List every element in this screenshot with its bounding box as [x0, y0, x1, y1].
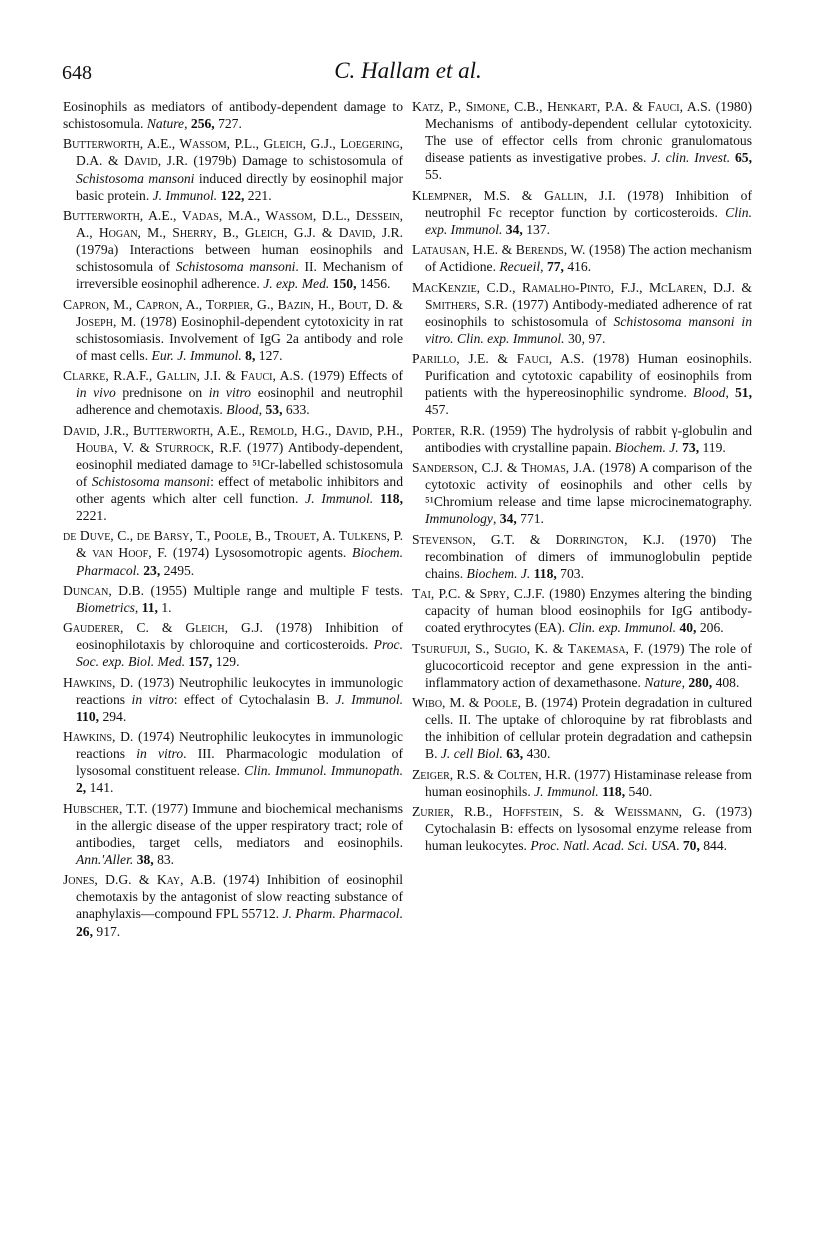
- reference-italic: J. cell Biol.: [440, 746, 503, 762]
- reference-entry: [412, 803, 752, 854]
- reference-text: ,: [134, 599, 142, 615]
- reference-volume: 8,: [245, 347, 256, 363]
- reference-volume: 11,: [141, 599, 158, 615]
- reference-text: 727.: [214, 116, 242, 132]
- reference-text: 137.: [522, 221, 550, 237]
- reference-text: (1973) Neutrophilic leukocytes in immunologic reactions: [76, 674, 404, 707]
- reference-text: 416.: [563, 259, 592, 275]
- reference-entry: [412, 422, 752, 456]
- reference-volume: 70,: [682, 838, 700, 854]
- reference-entry: [412, 694, 752, 762]
- reference-authors: Hawkins, D.: [63, 729, 134, 745]
- reference-italic: J. Immunol.: [534, 783, 599, 799]
- reference-text: : effect of metabolic inhibitors and other agents which alter cell function.: [76, 473, 403, 506]
- reference-italic: J. exp. Med.: [263, 276, 330, 292]
- reference-text: (1974) Protein degradation in cultured cells. II. The uptake of chloroquine by rat fibroblasts and the inhibition of cellular protein degradation and cathepsin B.: [425, 694, 752, 762]
- reference-authors: Tai, P.C. & Spry, C.J.F.: [412, 586, 545, 602]
- reference-text: 141.: [86, 780, 114, 796]
- reference-italic: Schistosoma mansoni: [76, 170, 195, 186]
- reference-authors: David, J.R., Butterworth, A.E., Remold, H.G., David, P.H., Houba, V. & Sturrock, R.F.: [63, 422, 403, 455]
- reference-text: 917.: [93, 923, 121, 939]
- reference-entry: [63, 619, 403, 670]
- reference-text: 129.: [212, 654, 240, 670]
- reference-entry: [63, 135, 403, 203]
- reference-volume: 280,: [688, 674, 713, 690]
- reference-italic: Clin. exp. Immunol.: [568, 620, 677, 636]
- reference-text: [373, 491, 380, 506]
- reference-text: 55.: [425, 167, 442, 183]
- reference-entry: [63, 800, 403, 868]
- reference-entry: [63, 674, 403, 725]
- reference-entry: [63, 98, 403, 132]
- reference-text: 127.: [255, 347, 283, 363]
- reference-italic: Clin. exp. Immunol.: [425, 204, 752, 237]
- reference-authors: Hawkins, D.: [63, 674, 134, 690]
- reference-italic: Nature: [146, 116, 185, 132]
- reference-authors: Katz, P., Simone, C.B., Henkart, P.A. & Fauci, A.S.: [412, 99, 712, 114]
- reference-authors: Clarke, R.A.F., Gallin, J.I. & Fauci, A.S.: [63, 368, 304, 384]
- reference-entry: [412, 187, 752, 238]
- reference-text: (1978) Eosinophil-dependent cytotoxicity in rat schistosomiasis. Involvement of IgG 2a antibody and role of mast cells.: [76, 313, 403, 363]
- reference-volume: 40,: [679, 620, 697, 636]
- reference-text: ,: [258, 402, 266, 418]
- reference-volume: 118,: [379, 491, 403, 506]
- reference-authors: Wibo, M. & Poole, B.: [412, 694, 538, 710]
- reference-volume: 38,: [136, 852, 154, 867]
- reference-italic: Proc. Natl. Acad. Sci. USA: [530, 838, 677, 854]
- reference-authors: Tsurufuji, S., Sugio, K. & Takemasa, F.: [412, 640, 644, 656]
- reference-text: ,: [492, 511, 500, 527]
- reference-italic: Nature: [644, 674, 682, 690]
- reference-text: prednisone on: [115, 385, 209, 401]
- reference-text: 1.: [157, 599, 172, 615]
- reference-text: 119.: [699, 439, 726, 455]
- reference-authors: Latausan, H.E. & Berends, W.: [412, 242, 586, 258]
- reference-text: .: [676, 838, 683, 854]
- reference-authors: Zurier, R.B., Hoffstein, S. & Weissmann, G.: [412, 803, 706, 819]
- reference-entry: [63, 871, 403, 939]
- reference-italic: Eur. J. Immunol.: [151, 347, 242, 363]
- reference-text: Eosinophils as mediators of antibody-dependent damage to schistosomula.: [63, 99, 403, 132]
- reference-authors: Butterworth, A.E., Wassom, P.L., Gleich, G.J., Loegering, D.A. & David, J.R.: [63, 136, 403, 169]
- reference-volume: 118,: [602, 783, 626, 799]
- reference-text: 703.: [556, 565, 584, 581]
- reference-text: (1959) The hydrolysis of rabbit γ-globulin and antibodies with crystalline papain.: [425, 422, 752, 455]
- reference-volume: 26,: [76, 923, 93, 939]
- reference-volume: 51,: [735, 385, 752, 401]
- reference-volume: 34,: [505, 221, 523, 237]
- reference-text: (1955) Multiple range and multiple F tests.: [143, 582, 403, 598]
- reference-italic: Clin. Immunol. Immunopath.: [244, 763, 403, 779]
- reference-volume: 2,: [76, 780, 87, 796]
- reference-italic: J. Immunol.: [305, 491, 374, 506]
- reference-volume: 63,: [506, 746, 524, 762]
- reference-authors: de Duve, C., de Barsy, T., Poole, B., Trouet, A. Tulkens, P. & van Hoof, F.: [63, 528, 403, 561]
- reference-italic: Ann.'Aller.: [76, 852, 134, 867]
- reference-text: (1979) Effects of: [303, 368, 403, 384]
- reference-text: (1980) Enzymes altering the binding capacity of human blood eosinophils for IgG antibody-coated erythrocytes (EA).: [425, 586, 752, 636]
- reference-text: (1978) Human eosinophils. Purification and cytotoxic capability of eosinophils from patients with the hypereosinophilic syndrome.: [425, 351, 752, 401]
- reference-italic: in vitro: [136, 746, 184, 762]
- reference-volume: 110,: [76, 708, 100, 724]
- reference-entry: [412, 98, 752, 183]
- reference-entry: [63, 527, 403, 578]
- reference-text: ,: [725, 385, 735, 401]
- reference-italic: Biochem. J.: [466, 565, 531, 581]
- reference-volume: 118,: [533, 565, 557, 581]
- reference-text: 294.: [99, 708, 127, 724]
- reference-text: ,: [540, 259, 547, 275]
- reference-text: 408.: [712, 674, 740, 690]
- reference-authors: Zeiger, R.S. & Colten, H.R.: [412, 766, 571, 782]
- reference-text: (1978) Inhibition of neutrophil Fc receptor function by corticosteroids.: [425, 187, 752, 220]
- reference-entry: [63, 207, 403, 292]
- reference-text: eosinophil and neutrophil adherence and chemotaxis.: [76, 385, 403, 418]
- reference-text: 2221.: [76, 508, 107, 524]
- reference-text: (1977) Antibody-dependent, eosinophil mediated damage to ⁵¹Cr-labelled schistosomula of: [76, 439, 403, 489]
- reference-volume: 53,: [265, 402, 283, 418]
- references-left-column: [63, 98, 403, 943]
- reference-text: induced directly by eosinophil major basic protein.: [76, 170, 403, 203]
- reference-text: (1974) Neutrophilic leukocytes in immunologic reactions: [76, 729, 404, 762]
- reference-authors: MacKenzie, C.D., Ramalho-Pinto, F.J., McLaren, D.J. & Smithers, S.R.: [412, 279, 752, 312]
- reference-authors: Capron, M., Capron, A., Torpier, G., Bazin, H., Bout, D. & Joseph, M.: [63, 296, 403, 329]
- reference-text: . III. Pharmacologic modulation of lysosomal constituent release.: [76, 746, 403, 779]
- reference-volume: 34,: [499, 511, 517, 527]
- reference-text: 540.: [625, 783, 653, 799]
- reference-entry: [63, 728, 403, 796]
- reference-text: : effect of Cytochalasin B.: [173, 691, 336, 707]
- reference-volume: 256,: [190, 116, 215, 132]
- reference-entry: [63, 422, 403, 525]
- reference-italic: J. Pharm. Pharmacol.: [282, 906, 403, 922]
- reference-italic: Proc. Soc. exp. Biol. Med.: [76, 637, 403, 670]
- reference-italic: in vivo: [76, 385, 116, 401]
- reference-italic: in vitro: [208, 385, 252, 401]
- reference-text: 1456.: [356, 276, 391, 292]
- reference-italic: Schistosoma mansoni in vitro. Clin. exp. Immunol.: [425, 313, 752, 346]
- reference-entry: [63, 582, 403, 616]
- reference-entry: [412, 585, 752, 636]
- reference-authors: Sanderson, C.J. & Thomas, J.A.: [412, 460, 596, 475]
- reference-entry: [412, 459, 752, 527]
- reference-italic: Schistosoma mansoni: [91, 473, 211, 489]
- reference-italic: J. Immunol.: [152, 187, 218, 203]
- reference-authors: Butterworth, A.E., Vadas, M.A., Wassom, D.L., Dessein, A., Hogan, M., Sherry, B., Gleich, G.J. & David, J.R.: [63, 207, 403, 241]
- reference-italic: Biochem. J.: [614, 439, 679, 455]
- reference-text: (1977) Antibody-mediated adherence of rat eosinophils to schistosomula of: [425, 296, 752, 329]
- reference-italic: Immunology: [425, 511, 493, 527]
- reference-text: (1974) Lysosomotropic agents.: [167, 545, 353, 561]
- reference-text: (1977) Histaminase release from human eosinophils.: [425, 766, 753, 799]
- reference-authors: Stevenson, G.T. & Dorrington, K.J.: [412, 531, 665, 547]
- reference-entry: [412, 531, 752, 582]
- reference-text: (1979a) Interactions between human eosinophils and schistosomula of: [76, 242, 403, 275]
- page-number: 648: [62, 62, 92, 84]
- reference-volume: 77,: [546, 259, 564, 275]
- reference-text: (1980) Mechanisms of antibody-dependent cellular cytotoxicity. The use of effector cells from chronic granulomatous disease patients as investigative probes.: [425, 99, 752, 166]
- reference-authors: Porter, R.R.: [412, 422, 486, 438]
- reference-italic: Blood: [693, 385, 726, 401]
- running-head: C. Hallam et al.: [334, 58, 482, 83]
- reference-text: (1974) Inhibition of eosinophil chemotaxis by the antagonist of slow reacting substance of anaphylaxis—compound FPL 55712.: [76, 872, 403, 922]
- reference-text: 2495.: [160, 562, 195, 578]
- reference-text: (1958) The action mechanism of Actidione.: [425, 242, 752, 275]
- reference-italic: Schistosoma mansoni: [175, 259, 296, 275]
- reference-italic: Recueil: [499, 259, 541, 275]
- reference-authors: Jones, D.G. & Kay, A.B.: [63, 872, 216, 888]
- reference-text: 633.: [282, 402, 310, 418]
- page-header: [62, 58, 754, 94]
- reference-volume: 23,: [143, 562, 161, 578]
- reference-volume: 157,: [188, 654, 213, 670]
- reference-text: (1978) A comparison of the cytotoxic activity of eosinophils and other cells by ⁵¹Chromium release and time lapse microcinematography.: [425, 460, 752, 510]
- reference-entry: [412, 241, 752, 275]
- reference-text: 771.: [516, 511, 544, 527]
- reference-entry: [412, 766, 752, 800]
- reference-italic: J. Immunol.: [335, 691, 403, 707]
- reference-text: ,: [184, 116, 191, 132]
- reference-text: ,: [681, 674, 689, 690]
- reference-entry: [63, 296, 403, 364]
- reference-text: (1973) Cytochalasin B: effects on lysosomal enzyme release from human leukocytes.: [425, 803, 752, 854]
- reference-authors: Klempner, M.S. & Gallin, J.I.: [412, 187, 616, 203]
- reference-volume: 150,: [332, 276, 357, 292]
- reference-volume: 122,: [220, 187, 245, 203]
- reference-entry: [412, 640, 752, 691]
- reference-text: (1978) Inhibition of eosinophilotaxis by chloroquine and corticosteroids.: [76, 620, 403, 653]
- reference-text: 83.: [153, 852, 175, 867]
- reference-text: (1979) The role of glucocorticoid receptor and gene expression in the anti-inflammatory action of dexamethasone.: [425, 640, 752, 690]
- reference-authors: Parillo, J.E. & Fauci, A.S.: [412, 351, 585, 367]
- reference-entry: [412, 279, 752, 347]
- reference-text: 30, 97.: [564, 330, 606, 346]
- reference-italic: J. clin. Invest.: [651, 150, 731, 166]
- reference-text: (1977) Immune and biochemical mechanisms in the allergic disease of the upper respiratory tract; role of antibodies, target cells, mediators and eosinophils.: [76, 800, 403, 850]
- reference-volume: 65,: [735, 150, 752, 166]
- reference-text: (1979b) Damage to schistosomula of: [187, 153, 403, 169]
- reference-text: 844.: [699, 838, 728, 854]
- reference-authors: Gauderer, C. & Gleich, G.J.: [63, 620, 263, 636]
- reference-text: 457.: [425, 402, 449, 418]
- reference-text: 430.: [523, 746, 551, 762]
- references-right-column: [412, 98, 752, 857]
- reference-italic: in vitro: [131, 691, 174, 707]
- reference-text: 221.: [244, 187, 272, 203]
- reference-italic: Biochem. Pharmacol.: [76, 545, 403, 578]
- reference-text: (1970) The recombination of dimers of immunoglobulin peptide chains.: [425, 531, 752, 581]
- reference-text: . II. Mechanism of irreversible eosinophil adherence.: [76, 259, 403, 292]
- reference-entry: [63, 367, 403, 418]
- reference-text: 206.: [696, 620, 724, 636]
- reference-volume: 73,: [682, 439, 700, 455]
- reference-authors: Duncan, D.B.: [63, 582, 144, 598]
- reference-authors: Hubscher, T.T.: [63, 800, 148, 816]
- reference-italic: Blood: [226, 402, 259, 418]
- reference-entry: [412, 350, 752, 418]
- reference-italic: Biometrics: [76, 599, 135, 615]
